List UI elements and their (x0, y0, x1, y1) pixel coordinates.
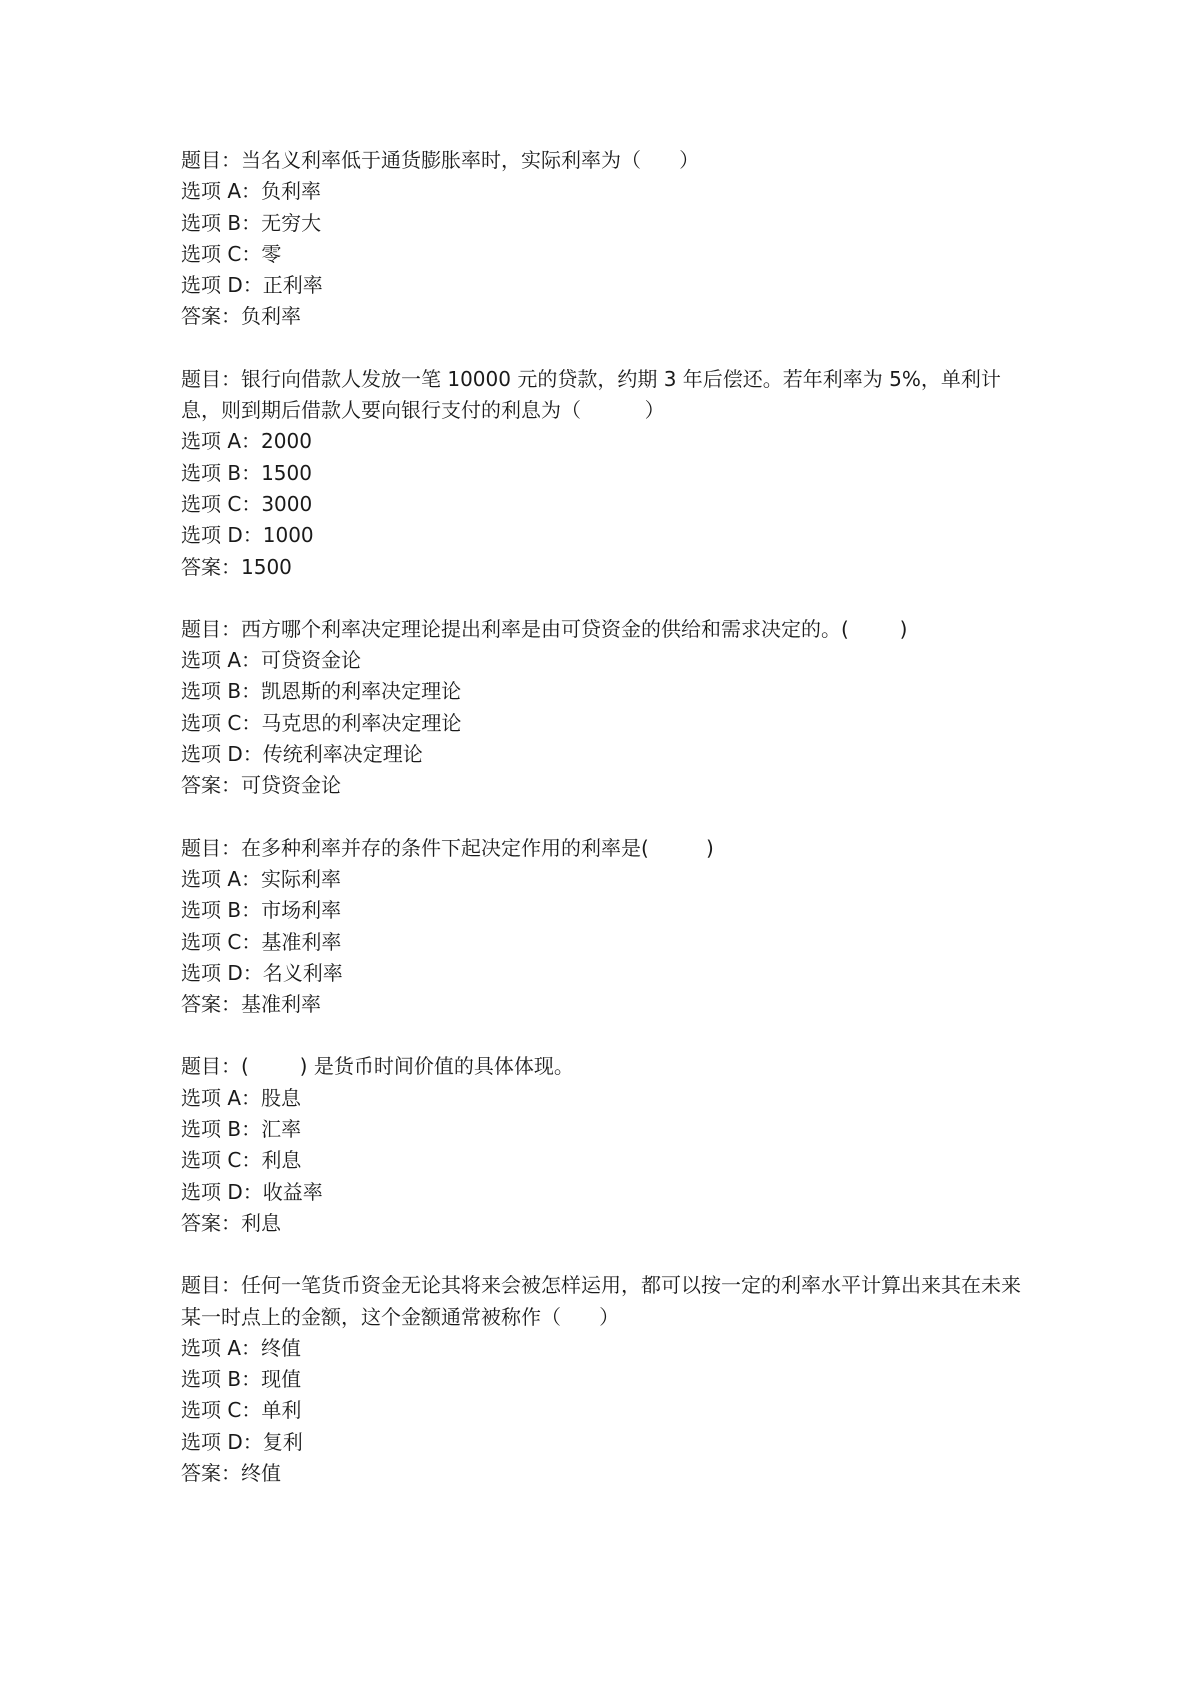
option-b: 选项 B：无穷大 (181, 210, 322, 235)
option-c: 选项 C：3000 (181, 491, 313, 516)
option-d: 选项 D：正利率 (181, 273, 323, 298)
option-b: 选项 B：汇率 (181, 1117, 302, 1142)
option-b: 选项 B：1500 (181, 460, 312, 485)
option-a: 选项 A：实际利率 (181, 866, 342, 891)
question-text: 题目：在多种利率并存的条件下起决定作用的利率是( ) (181, 835, 714, 860)
option-c: 选项 C：单利 (181, 1398, 302, 1423)
option-d: 选项 D：收益率 (181, 1179, 323, 1204)
option-d: 选项 D：传统利率决定理论 (181, 742, 423, 767)
option-a: 选项 A：可贷资金论 (181, 648, 362, 673)
option-b: 选项 B：市场利率 (181, 898, 342, 923)
option-d: 选项 D：1000 (181, 523, 314, 548)
option-c: 选项 C：零 (181, 241, 282, 266)
answer-text: 答案：1500 (181, 554, 292, 579)
option-b: 选项 B：现值 (181, 1367, 302, 1392)
option-c: 选项 C：基准利率 (181, 929, 342, 954)
option-c: 选项 C：利息 (181, 1148, 302, 1173)
question-block-4 (181, 833, 1021, 1021)
answer-text: 答案：基准利率 (181, 992, 321, 1017)
question-text: 题目：银行向借款人发放一笔 10000 元的贷款，约期 3 年后偿还。若年利率为 5%，单利计息，则到期后借款人要向银行支付的利息为（ ） (181, 366, 1001, 423)
option-a: 选项 A：股息 (181, 1085, 302, 1110)
question-text: 题目：任何一笔货币资金无论其将来会被怎样运用，都可以按一定的利率水平计算出来其在未来某一时点上的金额，这个金额通常被称作（ ） (181, 1273, 1021, 1329)
option-d: 选项 D：名义利率 (181, 960, 343, 985)
question-text: 题目：西方哪个利率决定理论提出利率是由可贷资金的供给和需求决定的。( ) (181, 616, 908, 641)
question-block-6 (181, 1270, 1021, 1489)
question-block-2 (181, 364, 1021, 583)
answer-text: 答案：负利率 (181, 304, 301, 329)
option-a: 选项 A：负利率 (181, 179, 322, 204)
answer-text: 答案：利息 (181, 1210, 281, 1235)
option-a: 选项 A：2000 (181, 429, 312, 454)
question-block-3 (181, 614, 1021, 802)
option-a: 选项 A：终值 (181, 1335, 302, 1360)
option-b: 选项 B：凯恩斯的利率决定理论 (181, 679, 462, 704)
question-block-1 (181, 145, 1021, 333)
question-block-5 (181, 1051, 1021, 1239)
option-c: 选项 C：马克思的利率决定理论 (181, 710, 462, 735)
question-text: 题目：当名义利率低于通货膨胀率时，实际利率为（ ） (181, 148, 700, 172)
answer-text: 答案：可贷资金论 (181, 773, 341, 798)
option-d: 选项 D：复利 (181, 1429, 303, 1454)
question-text: 题目：( ) 是货币时间价值的具体体现。 (181, 1054, 574, 1079)
document-page (181, 145, 1021, 1520)
answer-text: 答案：终值 (181, 1460, 281, 1485)
